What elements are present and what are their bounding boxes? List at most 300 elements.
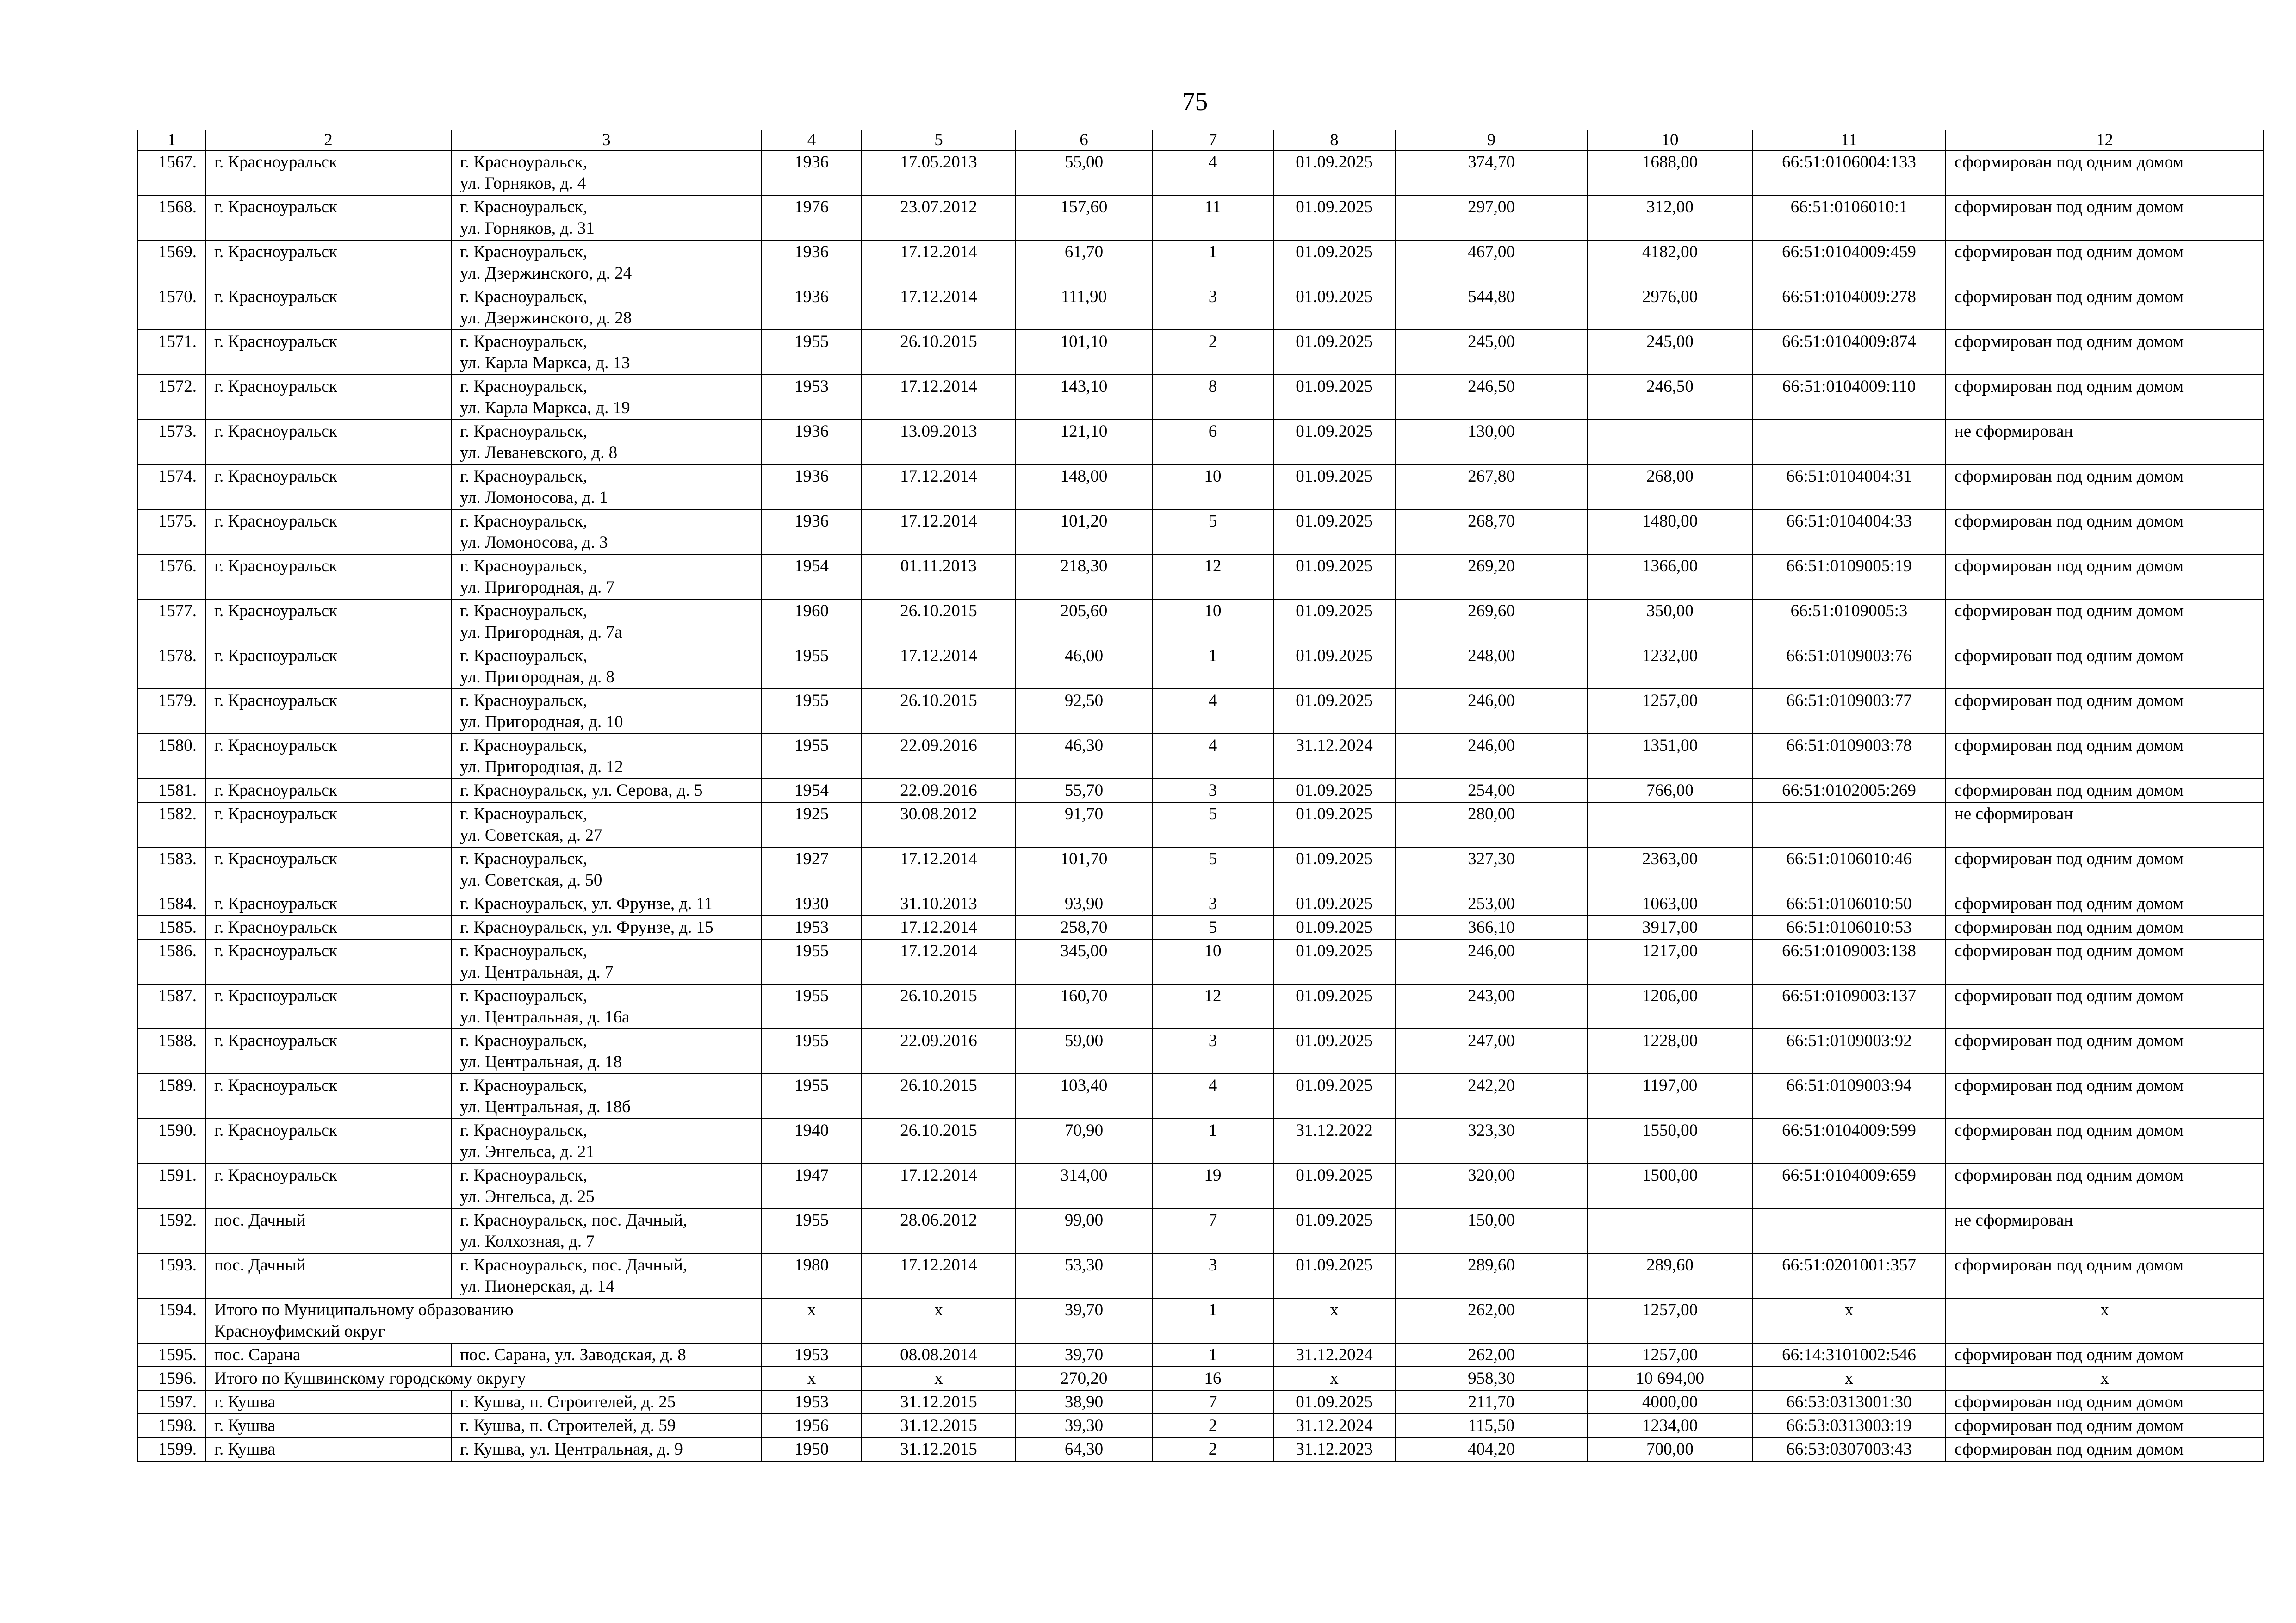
deadline-cell: 01.09.2025	[1273, 195, 1395, 240]
status-cell: сформирован под одним домом	[1946, 734, 2264, 779]
address-line: г. Красноуральск,	[460, 805, 588, 824]
land-area-cell: 1063,00	[1588, 892, 1752, 916]
address-line: ул. Пионерская, д. 14	[460, 1277, 614, 1296]
column-number: 7	[1152, 130, 1273, 150]
table-row	[138, 375, 2264, 420]
table-body	[138, 130, 2264, 1461]
table-row	[138, 1208, 2264, 1253]
address-cell	[451, 1390, 762, 1414]
locality-cell: г. Красноуральск	[205, 465, 451, 509]
deadline-cell: 01.09.2025	[1273, 689, 1395, 734]
year-cell: 1980	[762, 1253, 862, 1298]
year-cell: 1955	[762, 984, 862, 1029]
table-row	[138, 1029, 2264, 1074]
row-number: 1596.	[138, 1367, 205, 1390]
year-cell: 1954	[762, 779, 862, 802]
count-cell: 4	[1152, 1074, 1273, 1119]
column-number: 3	[451, 130, 762, 150]
cadastre-cell: 66:51:0109003:77	[1752, 689, 1946, 734]
deadline-cell: 01.09.2025	[1273, 1390, 1395, 1414]
cadastre-cell: 66:51:0201001:357	[1752, 1253, 1946, 1298]
row-number: 1598.	[138, 1414, 205, 1437]
deadline-cell: 01.09.2025	[1273, 892, 1395, 916]
land-area-cell: 1257,00	[1588, 1343, 1752, 1367]
address-cell	[451, 1164, 762, 1208]
address-cell	[451, 195, 762, 240]
deadline-cell: 31.12.2024	[1273, 734, 1395, 779]
row-number: 1571.	[138, 330, 205, 375]
deadline-cell: 01.09.2025	[1273, 465, 1395, 509]
locality-cell: г. Красноуральск	[205, 599, 451, 644]
area-cell: 101,70	[1016, 847, 1152, 892]
locality-cell: г. Красноуральск	[205, 1119, 451, 1164]
area-cell: 55,00	[1016, 150, 1152, 195]
year-cell: 1955	[762, 644, 862, 689]
address-line: ул. Энгельса, д. 25	[460, 1187, 595, 1206]
row-number: 1590.	[138, 1119, 205, 1164]
status-cell: сформирован под одним домом	[1946, 1074, 2264, 1119]
row-number: 1570.	[138, 285, 205, 330]
land-area-cell: 350,00	[1588, 599, 1752, 644]
count-cell: 3	[1152, 892, 1273, 916]
row-number: 1583.	[138, 847, 205, 892]
date-cell: 26.10.2015	[862, 599, 1016, 644]
row-number: 1577.	[138, 599, 205, 644]
cadastre-cell: 66:51:0109003:78	[1752, 734, 1946, 779]
date-cell: 31.12.2015	[862, 1437, 1016, 1461]
deadline-cell: 01.09.2025	[1273, 599, 1395, 644]
year-cell: 1955	[762, 939, 862, 984]
status-cell: сформирован под одним домом	[1946, 1253, 2264, 1298]
date-cell: 17.12.2014	[862, 644, 1016, 689]
address-line: г. Кушва, п. Строителей, д. 25	[460, 1393, 676, 1412]
count-cell: 1	[1152, 1298, 1273, 1343]
sum-cell: 211,70	[1395, 1390, 1588, 1414]
address-line: г. Красноуральск, ул. Серова, д. 5	[460, 781, 703, 800]
address-line: г. Красноуральск,	[460, 332, 588, 351]
date-cell: 17.12.2014	[862, 240, 1016, 285]
year-cell: x	[762, 1367, 862, 1390]
sum-cell: 269,20	[1395, 554, 1588, 599]
sum-cell: 246,00	[1395, 689, 1588, 734]
locality-cell: г. Красноуральск	[205, 195, 451, 240]
area-cell: 160,70	[1016, 984, 1152, 1029]
land-area-cell	[1588, 802, 1752, 847]
address-line: ул. Дзержинского, д. 24	[460, 264, 632, 283]
area-cell: 92,50	[1016, 689, 1152, 734]
count-cell: 19	[1152, 1164, 1273, 1208]
year-cell: 1960	[762, 599, 862, 644]
date-cell: x	[862, 1367, 1016, 1390]
count-cell: 5	[1152, 847, 1273, 892]
address-cell	[451, 330, 762, 375]
locality-cell: г. Красноуральск	[205, 1164, 451, 1208]
date-cell: 17.12.2014	[862, 465, 1016, 509]
row-number: 1597.	[138, 1390, 205, 1414]
deadline-cell: 01.09.2025	[1273, 1253, 1395, 1298]
year-cell: 1953	[762, 916, 862, 939]
sum-cell: 248,00	[1395, 644, 1588, 689]
locality-cell: г. Красноуральск	[205, 375, 451, 420]
status-cell: сформирован под одним домом	[1946, 465, 2264, 509]
table-row	[138, 1119, 2264, 1164]
sum-cell: 246,00	[1395, 939, 1588, 984]
sum-cell: 262,00	[1395, 1343, 1588, 1367]
cadastre-cell: 66:51:0104009:110	[1752, 375, 1946, 420]
date-cell: 08.08.2014	[862, 1343, 1016, 1367]
deadline-cell: x	[1273, 1367, 1395, 1390]
address-line: г. Красноуральск,	[460, 942, 588, 960]
status-cell: сформирован под одним домом	[1946, 240, 2264, 285]
area-cell: 99,00	[1016, 1208, 1152, 1253]
sum-cell: 268,70	[1395, 509, 1588, 554]
address-line: г. Красноуральск,	[460, 691, 588, 710]
deadline-cell: 31.12.2023	[1273, 1437, 1395, 1461]
status-cell: сформирован под одним домом	[1946, 1437, 2264, 1461]
address-line: г. Красноуральск, пос. Дачный,	[460, 1211, 688, 1230]
address-line: ул. Дзержинского, д. 28	[460, 309, 632, 328]
area-cell: 218,30	[1016, 554, 1152, 599]
total-label	[205, 1298, 762, 1343]
area-cell: 55,70	[1016, 779, 1152, 802]
address-cell	[451, 847, 762, 892]
year-cell: 1950	[762, 1437, 862, 1461]
year-cell: 1976	[762, 195, 862, 240]
address-line: г. Красноуральск,	[460, 377, 588, 396]
address-cell	[451, 1437, 762, 1461]
address-line: ул. Горняков, д. 31	[460, 219, 595, 238]
land-area-cell: 1500,00	[1588, 1164, 1752, 1208]
sum-cell: 544,80	[1395, 285, 1588, 330]
table-row	[138, 779, 2264, 802]
column-number: 1	[138, 130, 205, 150]
land-area-cell: 1257,00	[1588, 689, 1752, 734]
area-cell: 59,00	[1016, 1029, 1152, 1074]
cadastre-cell: 66:51:0106010:1	[1752, 195, 1946, 240]
address-line: ул. Колхозная, д. 7	[460, 1232, 595, 1251]
status-cell: сформирован под одним домом	[1946, 599, 2264, 644]
count-cell: 1	[1152, 240, 1273, 285]
address-cell	[451, 420, 762, 465]
table-row	[138, 984, 2264, 1029]
address-line: ул. Центральная, д. 7	[460, 963, 614, 982]
table-row	[138, 509, 2264, 554]
date-cell: 17.12.2014	[862, 1164, 1016, 1208]
cadastre-cell: 66:51:0104009:659	[1752, 1164, 1946, 1208]
locality-cell: г. Красноуральск	[205, 984, 451, 1029]
year-cell: 1955	[762, 1029, 862, 1074]
locality-cell: пос. Дачный	[205, 1208, 451, 1253]
address-line: ул. Карла Маркса, д. 19	[460, 398, 630, 417]
address-cell	[451, 1029, 762, 1074]
deadline-cell: 01.09.2025	[1273, 644, 1395, 689]
status-cell: сформирован под одним домом	[1946, 554, 2264, 599]
count-cell: 12	[1152, 554, 1273, 599]
column-number: 11	[1752, 130, 1946, 150]
address-line: г. Красноуральск,	[460, 1166, 588, 1185]
locality-cell: г. Кушва	[205, 1437, 451, 1461]
deadline-cell: 01.09.2025	[1273, 509, 1395, 554]
date-cell: 22.09.2016	[862, 734, 1016, 779]
count-cell: 5	[1152, 916, 1273, 939]
row-number: 1579.	[138, 689, 205, 734]
date-cell: 17.12.2014	[862, 847, 1016, 892]
address-cell	[451, 779, 762, 802]
address-cell	[451, 599, 762, 644]
address-line: г. Красноуральск,	[460, 153, 588, 172]
land-area-cell: 1234,00	[1588, 1414, 1752, 1437]
table-row	[138, 939, 2264, 984]
locality-cell: г. Красноуральск	[205, 150, 451, 195]
address-line: г. Кушва, ул. Центральная, д. 9	[460, 1440, 683, 1459]
locality-cell: г. Красноуральск	[205, 285, 451, 330]
column-number: 6	[1016, 130, 1152, 150]
address-cell	[451, 509, 762, 554]
deadline-cell: 01.09.2025	[1273, 554, 1395, 599]
row-number: 1584.	[138, 892, 205, 916]
address-cell	[451, 375, 762, 420]
row-number: 1592.	[138, 1208, 205, 1253]
count-cell: 1	[1152, 1119, 1273, 1164]
year-cell: 1936	[762, 285, 862, 330]
status-cell: не сформирован	[1946, 1208, 2264, 1253]
address-cell	[451, 1343, 762, 1367]
area-cell: 111,90	[1016, 285, 1152, 330]
count-cell: 11	[1152, 195, 1273, 240]
housing-register-table	[137, 130, 2264, 1462]
address-cell	[451, 892, 762, 916]
count-cell: 12	[1152, 984, 1273, 1029]
land-area-cell: 1217,00	[1588, 939, 1752, 984]
address-cell	[451, 240, 762, 285]
count-cell: 16	[1152, 1367, 1273, 1390]
count-cell: 4	[1152, 689, 1273, 734]
area-cell: 38,90	[1016, 1390, 1152, 1414]
count-cell: 8	[1152, 375, 1273, 420]
date-cell: 17.05.2013	[862, 150, 1016, 195]
locality-cell: г. Кушва	[205, 1414, 451, 1437]
table-row	[138, 916, 2264, 939]
status-cell: сформирован под одним домом	[1946, 330, 2264, 375]
year-cell: 1955	[762, 1208, 862, 1253]
address-line: ул. Центральная, д. 16а	[460, 1008, 630, 1027]
locality-cell: пос. Сарана	[205, 1343, 451, 1367]
sum-cell: 267,80	[1395, 465, 1588, 509]
column-number: 5	[862, 130, 1016, 150]
column-number: 9	[1395, 130, 1588, 150]
address-line: г. Красноуральск,	[460, 849, 588, 868]
deadline-cell: 01.09.2025	[1273, 285, 1395, 330]
status-cell: x	[1946, 1367, 2264, 1390]
deadline-cell: 01.09.2025	[1273, 1074, 1395, 1119]
area-cell: 39,70	[1016, 1343, 1152, 1367]
sum-cell: 323,30	[1395, 1119, 1588, 1164]
sum-cell: 115,50	[1395, 1414, 1588, 1437]
deadline-cell: 01.09.2025	[1273, 916, 1395, 939]
cadastre-cell	[1752, 420, 1946, 465]
column-number: 10	[1588, 130, 1752, 150]
sum-cell: 246,50	[1395, 375, 1588, 420]
date-cell: 17.12.2014	[862, 375, 1016, 420]
date-cell: 13.09.2013	[862, 420, 1016, 465]
year-cell: 1936	[762, 509, 862, 554]
sum-cell: 320,00	[1395, 1164, 1588, 1208]
cadastre-cell: x	[1752, 1298, 1946, 1343]
address-line: г. Кушва, п. Строителей, д. 59	[460, 1416, 676, 1435]
date-cell: 17.12.2014	[862, 916, 1016, 939]
table-row	[138, 644, 2264, 689]
status-cell: сформирован под одним домом	[1946, 1343, 2264, 1367]
date-cell: 31.10.2013	[862, 892, 1016, 916]
address-line: г. Красноуральск,	[460, 422, 588, 441]
table-row	[138, 554, 2264, 599]
year-cell: 1954	[762, 554, 862, 599]
cadastre-cell: 66:51:0104009:874	[1752, 330, 1946, 375]
column-number: 12	[1946, 130, 2264, 150]
land-area-cell: 2976,00	[1588, 285, 1752, 330]
status-cell: сформирован под одним домом	[1946, 984, 2264, 1029]
deadline-cell: 01.09.2025	[1273, 939, 1395, 984]
count-cell: 2	[1152, 330, 1273, 375]
address-line: г. Красноуральск,	[460, 467, 588, 486]
area-cell: 39,70	[1016, 1298, 1152, 1343]
land-area-cell: 3917,00	[1588, 916, 1752, 939]
date-cell: 01.11.2013	[862, 554, 1016, 599]
address-cell	[451, 1119, 762, 1164]
row-number: 1578.	[138, 644, 205, 689]
year-cell: x	[762, 1298, 862, 1343]
address-line: ул. Пригородная, д. 10	[460, 712, 623, 731]
status-cell: сформирован под одним домом	[1946, 509, 2264, 554]
address-line: г. Красноуральск,	[460, 1121, 588, 1140]
area-cell: 205,60	[1016, 599, 1152, 644]
area-cell: 91,70	[1016, 802, 1152, 847]
address-line: ул. Горняков, д. 4	[460, 174, 586, 193]
table-row	[138, 420, 2264, 465]
table-row	[138, 1164, 2264, 1208]
cadastre-cell: 66:51:0106010:53	[1752, 916, 1946, 939]
sum-cell: 254,00	[1395, 779, 1588, 802]
year-cell: 1953	[762, 375, 862, 420]
address-line: г. Красноуральск,	[460, 1076, 588, 1095]
deadline-cell: 01.09.2025	[1273, 1164, 1395, 1208]
cadastre-cell: 66:51:0109003:76	[1752, 644, 1946, 689]
date-cell: 17.12.2014	[862, 939, 1016, 984]
table-row	[138, 285, 2264, 330]
sum-cell: 467,00	[1395, 240, 1588, 285]
date-cell: 26.10.2015	[862, 330, 1016, 375]
address-line: пос. Сарана, ул. Заводская, д. 8	[460, 1345, 686, 1364]
table-row	[138, 195, 2264, 240]
count-cell: 5	[1152, 802, 1273, 847]
deadline-cell: 01.09.2025	[1273, 420, 1395, 465]
count-cell: 3	[1152, 779, 1273, 802]
area-cell: 345,00	[1016, 939, 1152, 984]
deadline-cell: x	[1273, 1298, 1395, 1343]
sum-cell: 280,00	[1395, 802, 1588, 847]
count-cell: 6	[1152, 420, 1273, 465]
address-line: ул. Ломоносова, д. 1	[460, 488, 608, 507]
year-cell: 1955	[762, 689, 862, 734]
date-cell: 26.10.2015	[862, 689, 1016, 734]
row-number: 1574.	[138, 465, 205, 509]
land-area-cell: 766,00	[1588, 779, 1752, 802]
count-cell: 4	[1152, 150, 1273, 195]
locality-cell: пос. Дачный	[205, 1253, 451, 1298]
status-cell: не сформирован	[1946, 802, 2264, 847]
status-cell: сформирован под одним домом	[1946, 892, 2264, 916]
status-cell: сформирован под одним домом	[1946, 195, 2264, 240]
date-cell: x	[862, 1298, 1016, 1343]
deadline-cell: 31.12.2022	[1273, 1119, 1395, 1164]
area-cell: 46,30	[1016, 734, 1152, 779]
area-cell: 93,90	[1016, 892, 1152, 916]
year-cell: 1940	[762, 1119, 862, 1164]
cadastre-cell: 66:51:0106010:46	[1752, 847, 1946, 892]
address-line: ул. Пригородная, д. 8	[460, 668, 614, 687]
status-cell: сформирован под одним домом	[1946, 150, 2264, 195]
locality-cell: г. Красноуральск	[205, 509, 451, 554]
date-cell: 17.12.2014	[862, 509, 1016, 554]
sum-cell: 246,00	[1395, 734, 1588, 779]
land-area-cell: 1688,00	[1588, 150, 1752, 195]
land-area-cell	[1588, 420, 1752, 465]
status-cell: сформирован под одним домом	[1946, 1029, 2264, 1074]
date-cell: 30.08.2012	[862, 802, 1016, 847]
table-row	[138, 330, 2264, 375]
row-number: 1582.	[138, 802, 205, 847]
address-cell	[451, 285, 762, 330]
status-cell: сформирован под одним домом	[1946, 1390, 2264, 1414]
locality-cell: г. Красноуральск	[205, 939, 451, 984]
sum-cell: 327,30	[1395, 847, 1588, 892]
sum-cell: 242,20	[1395, 1074, 1588, 1119]
row-number: 1575.	[138, 509, 205, 554]
year-cell: 1953	[762, 1343, 862, 1367]
area-cell: 101,10	[1016, 330, 1152, 375]
land-area-cell: 700,00	[1588, 1437, 1752, 1461]
total-label-line: Красноуфимский округ	[214, 1322, 385, 1341]
address-line: ул. Центральная, д. 18б	[460, 1097, 631, 1116]
locality-cell: г. Красноуральск	[205, 554, 451, 599]
date-cell: 17.12.2014	[862, 1253, 1016, 1298]
table-row	[138, 1253, 2264, 1298]
count-cell: 3	[1152, 1029, 1273, 1074]
date-cell: 26.10.2015	[862, 1074, 1016, 1119]
area-cell: 39,30	[1016, 1414, 1152, 1437]
row-number: 1573.	[138, 420, 205, 465]
status-cell: не сформирован	[1946, 420, 2264, 465]
row-number: 1588.	[138, 1029, 205, 1074]
row-number: 1568.	[138, 195, 205, 240]
table-row	[138, 240, 2264, 285]
count-cell: 7	[1152, 1390, 1273, 1414]
locality-cell: г. Красноуральск	[205, 644, 451, 689]
status-cell: сформирован под одним домом	[1946, 779, 2264, 802]
status-cell: сформирован под одним домом	[1946, 285, 2264, 330]
land-area-cell: 1366,00	[1588, 554, 1752, 599]
cadastre-cell: 66:51:0109005:3	[1752, 599, 1946, 644]
address-cell	[451, 1414, 762, 1437]
status-cell: x	[1946, 1298, 2264, 1343]
address-line: г. Красноуральск,	[460, 1031, 588, 1050]
sum-cell: 245,00	[1395, 330, 1588, 375]
table-row	[138, 599, 2264, 644]
locality-cell: г. Красноуральск	[205, 916, 451, 939]
deadline-cell: 01.09.2025	[1273, 984, 1395, 1029]
deadline-cell: 01.09.2025	[1273, 375, 1395, 420]
cadastre-cell: 66:51:0106010:50	[1752, 892, 1946, 916]
